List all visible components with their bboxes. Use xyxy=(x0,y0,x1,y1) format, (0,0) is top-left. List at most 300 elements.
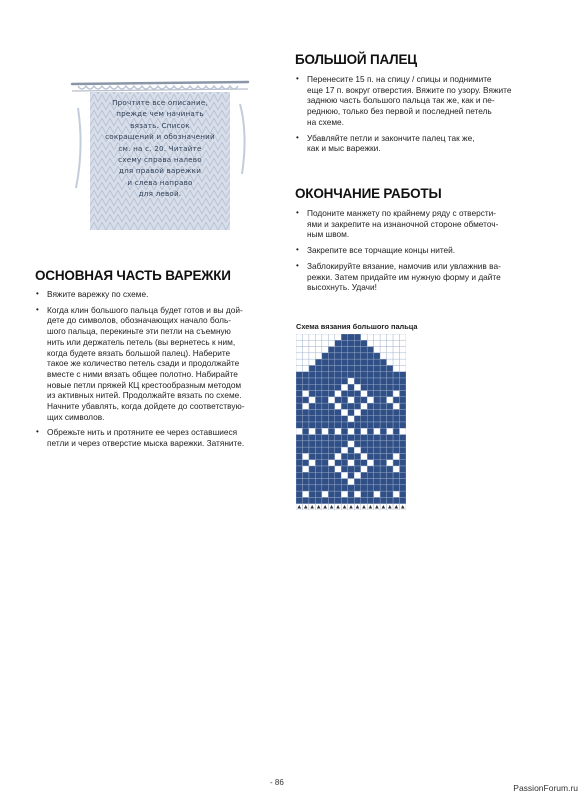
chart-cell xyxy=(348,491,354,497)
chart-cell xyxy=(380,334,386,340)
chart-cell xyxy=(354,485,360,491)
text-line: как и мыс варежки. xyxy=(307,143,381,154)
chart-cell xyxy=(367,491,373,497)
chart-cell xyxy=(367,460,373,466)
chart-cell xyxy=(302,416,308,422)
chart-cell xyxy=(341,340,347,346)
chart-cell xyxy=(322,479,328,485)
chart-cell xyxy=(335,479,341,485)
chart-cell xyxy=(328,491,334,497)
chart-cell xyxy=(322,353,328,359)
chart-cell xyxy=(393,497,399,503)
chart-cell xyxy=(387,491,393,497)
chart-cell xyxy=(315,422,321,428)
chart-cell xyxy=(348,397,354,403)
chart-cell xyxy=(354,466,360,472)
chart-cell xyxy=(354,409,360,415)
text-line: режки. Затем придайте им нужную форму и дайте xyxy=(307,271,501,282)
text-line: • Когда клин большого пальца будет готов и вы дой- xyxy=(47,304,243,315)
chart-cell xyxy=(309,466,315,472)
list-item xyxy=(295,74,525,128)
chart-cell xyxy=(393,491,399,497)
chart-cell xyxy=(367,378,373,384)
chart-cell xyxy=(380,340,386,346)
chart-caption: Схема вязания большого пальца xyxy=(296,322,418,331)
chart-cell xyxy=(361,428,367,434)
chart-cell xyxy=(322,428,328,434)
text-line: • Обрежьте нить и протяните ее через оставшиеся xyxy=(47,427,238,438)
chart-cell xyxy=(374,460,380,466)
chart-cell xyxy=(335,403,341,409)
chart-cell xyxy=(309,353,315,359)
chart-cell xyxy=(387,384,393,390)
chart-cell xyxy=(315,409,321,415)
chart-cell xyxy=(328,359,334,365)
chart-cell xyxy=(309,428,315,434)
chart-cell xyxy=(341,372,347,378)
chart-cell xyxy=(348,359,354,365)
text-line: высохнуть. Удачи! xyxy=(307,282,377,293)
text-line: • Заблокируйте вязание, намочив или увлажнив ва- xyxy=(307,260,501,271)
chart-cell xyxy=(328,453,334,459)
chart-cell xyxy=(380,491,386,497)
chart-cell xyxy=(387,347,393,353)
chart-cell xyxy=(361,491,367,497)
chart-cell xyxy=(374,466,380,472)
chart-cell xyxy=(309,416,315,422)
chart-cell xyxy=(374,391,380,397)
chart-cell xyxy=(393,403,399,409)
chart-cell xyxy=(309,497,315,503)
chart-cell xyxy=(302,479,308,485)
chart-cell xyxy=(380,391,386,397)
chart-cell xyxy=(309,491,315,497)
chart-cell xyxy=(315,479,321,485)
chart-cell xyxy=(309,485,315,491)
chart-cell xyxy=(309,472,315,478)
chart-cell xyxy=(374,372,380,378)
chart-cell xyxy=(367,365,373,371)
chart-cell xyxy=(393,334,399,340)
reading-instruction-note xyxy=(104,97,216,200)
chart-cell xyxy=(387,447,393,453)
chart-cell xyxy=(296,491,302,497)
note-line: вязать. Список xyxy=(130,120,190,130)
chart-cell xyxy=(341,384,347,390)
chart-cell xyxy=(400,347,406,353)
chart-cell xyxy=(400,460,406,466)
chart-cell xyxy=(367,435,373,441)
chart-cell xyxy=(335,353,341,359)
chart-cell xyxy=(380,365,386,371)
chart-cell xyxy=(354,460,360,466)
chart-cell xyxy=(296,391,302,397)
chart-cell xyxy=(328,466,334,472)
chart-cell xyxy=(315,378,321,384)
chart-cell xyxy=(361,422,367,428)
chart-cell xyxy=(309,334,315,340)
chart-cell xyxy=(328,485,334,491)
chart-cell xyxy=(328,447,334,453)
chart-cell xyxy=(296,479,302,485)
chart-cell xyxy=(348,416,354,422)
text-line: петли и через отверстие мыска варежки. Затяните. xyxy=(47,438,245,449)
chart-cell xyxy=(322,453,328,459)
chart-cell xyxy=(361,485,367,491)
chart-cell xyxy=(302,365,308,371)
chart-cell xyxy=(393,340,399,346)
chart-cell xyxy=(380,397,386,403)
chart-cell xyxy=(315,453,321,459)
chart-cell xyxy=(302,391,308,397)
chart-cell xyxy=(354,378,360,384)
chart-cell xyxy=(374,384,380,390)
chart-cell xyxy=(380,416,386,422)
chart-cell xyxy=(315,447,321,453)
chart-cell xyxy=(387,416,393,422)
chart-cell xyxy=(335,472,341,478)
chart-cell xyxy=(387,365,393,371)
chart-cell xyxy=(367,353,373,359)
chart-cell xyxy=(335,491,341,497)
chart-cell xyxy=(328,378,334,384)
chart-cell xyxy=(302,340,308,346)
chart-cell xyxy=(335,447,341,453)
chart-cell xyxy=(348,447,354,453)
chart-cell xyxy=(296,422,302,428)
chart-cell xyxy=(322,466,328,472)
chart-cell xyxy=(328,347,334,353)
chart-cell xyxy=(328,365,334,371)
chart-cell xyxy=(380,472,386,478)
chart-cell xyxy=(341,409,347,415)
chart-cell xyxy=(335,441,341,447)
chart-cell xyxy=(335,466,341,472)
chart-cell xyxy=(315,472,321,478)
chart-cell xyxy=(348,460,354,466)
chart-cell xyxy=(380,497,386,503)
chart-cell xyxy=(302,497,308,503)
chart-cell xyxy=(322,485,328,491)
chart-cell xyxy=(387,428,393,434)
chart-cell xyxy=(302,378,308,384)
chart-cell xyxy=(393,347,399,353)
chart-cell xyxy=(302,409,308,415)
chart-cell xyxy=(393,359,399,365)
chart-cell xyxy=(374,447,380,453)
chart-cell xyxy=(315,365,321,371)
chart-cell xyxy=(328,403,334,409)
chart-cell xyxy=(335,460,341,466)
chart-cell xyxy=(341,435,347,441)
chart-cell xyxy=(354,403,360,409)
chart-cell xyxy=(309,372,315,378)
chart-cell xyxy=(393,353,399,359)
chart-cell xyxy=(348,472,354,478)
chart-cell xyxy=(309,391,315,397)
chart-cell xyxy=(322,365,328,371)
chart-cell xyxy=(302,447,308,453)
chart-cell xyxy=(374,435,380,441)
chart-cell xyxy=(296,416,302,422)
chart-cell xyxy=(341,378,347,384)
text-line: еще 17 п. вокруг отверстия. Вяжите по узору. Вяжите xyxy=(307,84,512,95)
chart-cell xyxy=(315,441,321,447)
chart-cell xyxy=(348,378,354,384)
chart-cell xyxy=(309,340,315,346)
chart-cell xyxy=(322,497,328,503)
text-line: из активных нитей. Продолжайте вязать по схеме. xyxy=(47,390,242,401)
chart-cell xyxy=(374,359,380,365)
chart-cell xyxy=(380,403,386,409)
chart-cell xyxy=(296,466,302,472)
chart-cell xyxy=(302,428,308,434)
chart-cell xyxy=(361,497,367,503)
chart-cell xyxy=(354,479,360,485)
chart-cell xyxy=(322,435,328,441)
chart-cell xyxy=(322,472,328,478)
chart-cell xyxy=(387,397,393,403)
chart-cell xyxy=(335,391,341,397)
chart-cell xyxy=(309,365,315,371)
chart-cell xyxy=(309,378,315,384)
chart-cell xyxy=(361,340,367,346)
text-line: щих символов. xyxy=(47,411,105,422)
chart-cell xyxy=(328,409,334,415)
chart-cell xyxy=(354,491,360,497)
chart-cell xyxy=(341,472,347,478)
chart-cell xyxy=(400,334,406,340)
chart-cell xyxy=(341,453,347,459)
chart-cell xyxy=(387,422,393,428)
chart-cell xyxy=(380,353,386,359)
chart-cell xyxy=(393,472,399,478)
chart-cell xyxy=(309,453,315,459)
chart-cell xyxy=(374,409,380,415)
chart-cell xyxy=(322,372,328,378)
chart-cell xyxy=(328,334,334,340)
note-line: см. на с. 20. Читайте xyxy=(118,143,202,153)
chart-cell xyxy=(367,479,373,485)
text-line: нить или держатель петель (вы вернетесь к ним, xyxy=(47,336,236,347)
chart-cell xyxy=(361,416,367,422)
chart-cell xyxy=(380,372,386,378)
chart-cell xyxy=(322,460,328,466)
chart-cell xyxy=(380,428,386,434)
chart-cell xyxy=(380,435,386,441)
chart-cell xyxy=(302,453,308,459)
chart-cell xyxy=(374,334,380,340)
chart-cell xyxy=(335,384,341,390)
chart-cell xyxy=(393,428,399,434)
chart-cell xyxy=(322,447,328,453)
chart-cell xyxy=(328,479,334,485)
chart-cell xyxy=(354,441,360,447)
chart-cell xyxy=(341,403,347,409)
chart-cell xyxy=(367,334,373,340)
chart-cell xyxy=(354,472,360,478)
chart-cell xyxy=(315,372,321,378)
chart-cell xyxy=(354,422,360,428)
chart-cell xyxy=(296,428,302,434)
chart-cell xyxy=(393,397,399,403)
chart-cell xyxy=(361,453,367,459)
text-line: • Убавляйте петли и закончите палец так же, xyxy=(307,132,475,143)
chart-cell xyxy=(309,397,315,403)
chart-cell xyxy=(348,391,354,397)
list-item xyxy=(35,305,260,423)
text-line: • Закрепите все торчащие концы нитей. xyxy=(307,245,456,256)
chart-cell xyxy=(367,485,373,491)
note-line: Прочтите все описание, xyxy=(112,98,208,107)
chart-cell xyxy=(374,422,380,428)
chart-cell xyxy=(400,391,406,397)
chart-cell xyxy=(354,384,360,390)
chart-cell xyxy=(393,384,399,390)
chart-cell xyxy=(374,340,380,346)
chart-cell xyxy=(400,378,406,384)
list-item xyxy=(295,208,525,240)
chart-cell xyxy=(309,435,315,441)
chart-cell xyxy=(374,497,380,503)
list-item xyxy=(35,289,260,300)
chart-cell xyxy=(374,441,380,447)
chart-cell xyxy=(367,416,373,422)
chart-cell xyxy=(387,472,393,478)
chart-cell xyxy=(354,435,360,441)
chart-cell xyxy=(322,422,328,428)
chart-cell xyxy=(348,353,354,359)
chart-cell xyxy=(322,416,328,422)
chart-cell xyxy=(335,416,341,422)
chart-cell xyxy=(387,441,393,447)
chart-cell xyxy=(348,365,354,371)
chart-cell xyxy=(393,460,399,466)
chart-cell xyxy=(361,460,367,466)
chart-cell xyxy=(393,422,399,428)
chart-cell xyxy=(393,441,399,447)
chart-cell xyxy=(315,497,321,503)
chart-cell xyxy=(341,397,347,403)
chart-cell xyxy=(335,397,341,403)
chart-cell xyxy=(341,391,347,397)
chart-cell xyxy=(354,340,360,346)
chart-cell xyxy=(315,334,321,340)
chart-cell xyxy=(374,353,380,359)
chart-cell xyxy=(322,378,328,384)
text-line: когда будете вязать большой палец). Наберите xyxy=(47,347,231,358)
chart-cell xyxy=(393,365,399,371)
chart-cell xyxy=(387,378,393,384)
chart-cell xyxy=(315,435,321,441)
chart-cell xyxy=(341,441,347,447)
chart-cell xyxy=(387,372,393,378)
chart-cell xyxy=(335,347,341,353)
chart-cell xyxy=(341,359,347,365)
chart-cell xyxy=(354,372,360,378)
chart-cell xyxy=(361,479,367,485)
chart-cell xyxy=(400,397,406,403)
chart-cell xyxy=(374,397,380,403)
chart-cell xyxy=(302,466,308,472)
chart-cell xyxy=(335,497,341,503)
chart-cell xyxy=(380,384,386,390)
chart-cell xyxy=(354,397,360,403)
chart-cell xyxy=(367,347,373,353)
chart-cell xyxy=(361,372,367,378)
chart-cell xyxy=(400,359,406,365)
chart-cell xyxy=(341,334,347,340)
chart-cell xyxy=(400,441,406,447)
chart-cell xyxy=(367,441,373,447)
chart-cell xyxy=(322,340,328,346)
chart-cell xyxy=(341,353,347,359)
chart-cell xyxy=(322,397,328,403)
text-line: ным швом. xyxy=(307,229,350,240)
chart-cell xyxy=(322,409,328,415)
chart-cell xyxy=(361,397,367,403)
chart-cell xyxy=(341,485,347,491)
chart-cell xyxy=(354,428,360,434)
chart-cell xyxy=(328,441,334,447)
chart-cell xyxy=(309,347,315,353)
chart-cell xyxy=(393,479,399,485)
chart-cell xyxy=(309,359,315,365)
chart-cell xyxy=(315,403,321,409)
chart-cell xyxy=(374,347,380,353)
chart-cell xyxy=(328,372,334,378)
chart-cell xyxy=(393,416,399,422)
chart-cell xyxy=(387,353,393,359)
chart-cell xyxy=(387,340,393,346)
chart-cell xyxy=(296,435,302,441)
chart-cell xyxy=(374,479,380,485)
chart-cell xyxy=(374,365,380,371)
chart-cell xyxy=(400,497,406,503)
chart-cell xyxy=(335,359,341,365)
chart-cell xyxy=(400,340,406,346)
chart-cell xyxy=(328,460,334,466)
chart-cell xyxy=(387,497,393,503)
chart-cell xyxy=(393,391,399,397)
chart-cell xyxy=(400,365,406,371)
chart-cell xyxy=(322,491,328,497)
chart-cell xyxy=(393,466,399,472)
chart-cell xyxy=(393,447,399,453)
chart-cell xyxy=(302,334,308,340)
text-line: на схеме. xyxy=(307,116,344,127)
chart-cell xyxy=(354,453,360,459)
chart-cell xyxy=(374,472,380,478)
text-line: такое же количество петель сзади и продолжайте xyxy=(47,358,240,369)
chart-cell xyxy=(354,416,360,422)
chart-cell xyxy=(361,409,367,415)
page-number: - 86 xyxy=(270,778,284,787)
chart-cell xyxy=(361,365,367,371)
chart-cell xyxy=(302,435,308,441)
thumb-knitting-chart xyxy=(296,334,406,510)
chart-cell xyxy=(387,409,393,415)
chart-cell xyxy=(393,485,399,491)
chart-cell xyxy=(348,428,354,434)
chart-cell xyxy=(335,365,341,371)
chart-cell xyxy=(387,466,393,472)
chart-cell xyxy=(354,353,360,359)
chart-cell xyxy=(393,435,399,441)
chart-cell xyxy=(361,403,367,409)
chart-cell xyxy=(387,435,393,441)
chart-cell xyxy=(315,397,321,403)
